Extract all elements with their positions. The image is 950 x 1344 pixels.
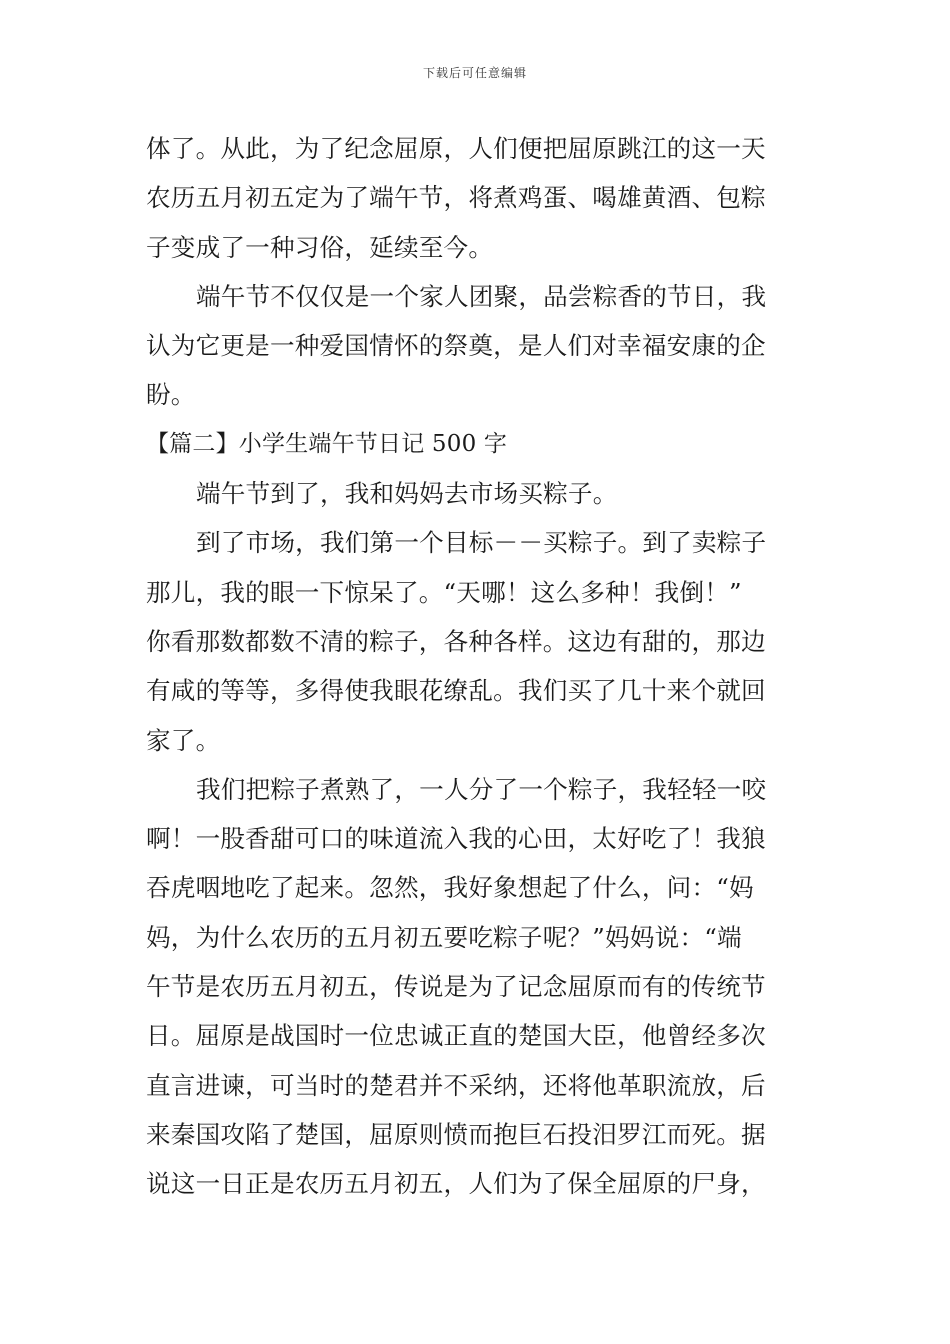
text-line: 啊！一股香甜可口的味道流入我的心田，太好吃了！我狼 (146, 824, 766, 854)
section-heading: 【篇二】小学生端午节日记 500 字 (146, 430, 508, 457)
text-line: 家了。 (146, 725, 221, 755)
text-line: 来秦国攻陷了楚国，屈原则愤而抱巨石投汨罗江而死。据 (146, 1119, 766, 1149)
text-line: 午节是农历五月初五，传说是为了记念屈原而有的传统节 (146, 972, 766, 1002)
text-line: 直言进谏，可当时的楚君并不采纳，还将他革职流放，后 (146, 1070, 766, 1100)
text-line: 盼。 (146, 380, 196, 410)
text-line: 有咸的等等，多得使我眼花缭乱。我们买了几十来个就回 (146, 676, 766, 706)
document-body (146, 124, 811, 1209)
text-line: 你看那数都数不清的粽子，各种各样。这边有甜的，那边 (146, 626, 766, 656)
text-line: 日。屈原是战国时一位忠诚正直的楚国大臣，他曾经多次 (146, 1021, 766, 1051)
text-line: 体了。从此，为了纪念屈原，人们便把屈原跳江的这一天 (146, 134, 766, 163)
paragraph-start-line: 端午节到了，我和妈妈去市场买粽子。 (196, 479, 618, 509)
text-line: 子变成了一种习俗，延续至今。 (146, 232, 494, 262)
paragraph-start-line: 我们把粽子煮熟了，一人分了一个粽子，我轻轻一咬 (196, 774, 767, 804)
text-line: 认为它更是一种爱国情怀的祭奠，是人们对幸福安康的企 (146, 331, 766, 361)
paragraph-start-line: 端午节不仅仅是一个家人团聚，品尝粽香的节日，我 (196, 281, 767, 311)
text-line: 妈，为什么农历的五月初五要吃粽子呢？”妈妈说：“端 (146, 922, 742, 952)
text-line: 吞虎咽地吃了起来。忽然，我好象想起了什么，问：“妈 (146, 873, 754, 903)
page-header: 下载后可任意编辑 (422, 66, 527, 80)
text-line: 说这一日正是农历五月初五，人们为了保全屈原的尸身， (146, 1169, 766, 1199)
paragraph-start-line: 到了市场，我们第一个目标－－买粽子。到了卖粽子 (196, 528, 767, 558)
text-line: 农历五月初五定为了端午节，将煮鸡蛋、喝雄黄酒、包粽 (146, 183, 766, 213)
text-line: 那儿，我的眼一下惊呆了。“天哪！这么多种！我倒！” (146, 577, 742, 607)
